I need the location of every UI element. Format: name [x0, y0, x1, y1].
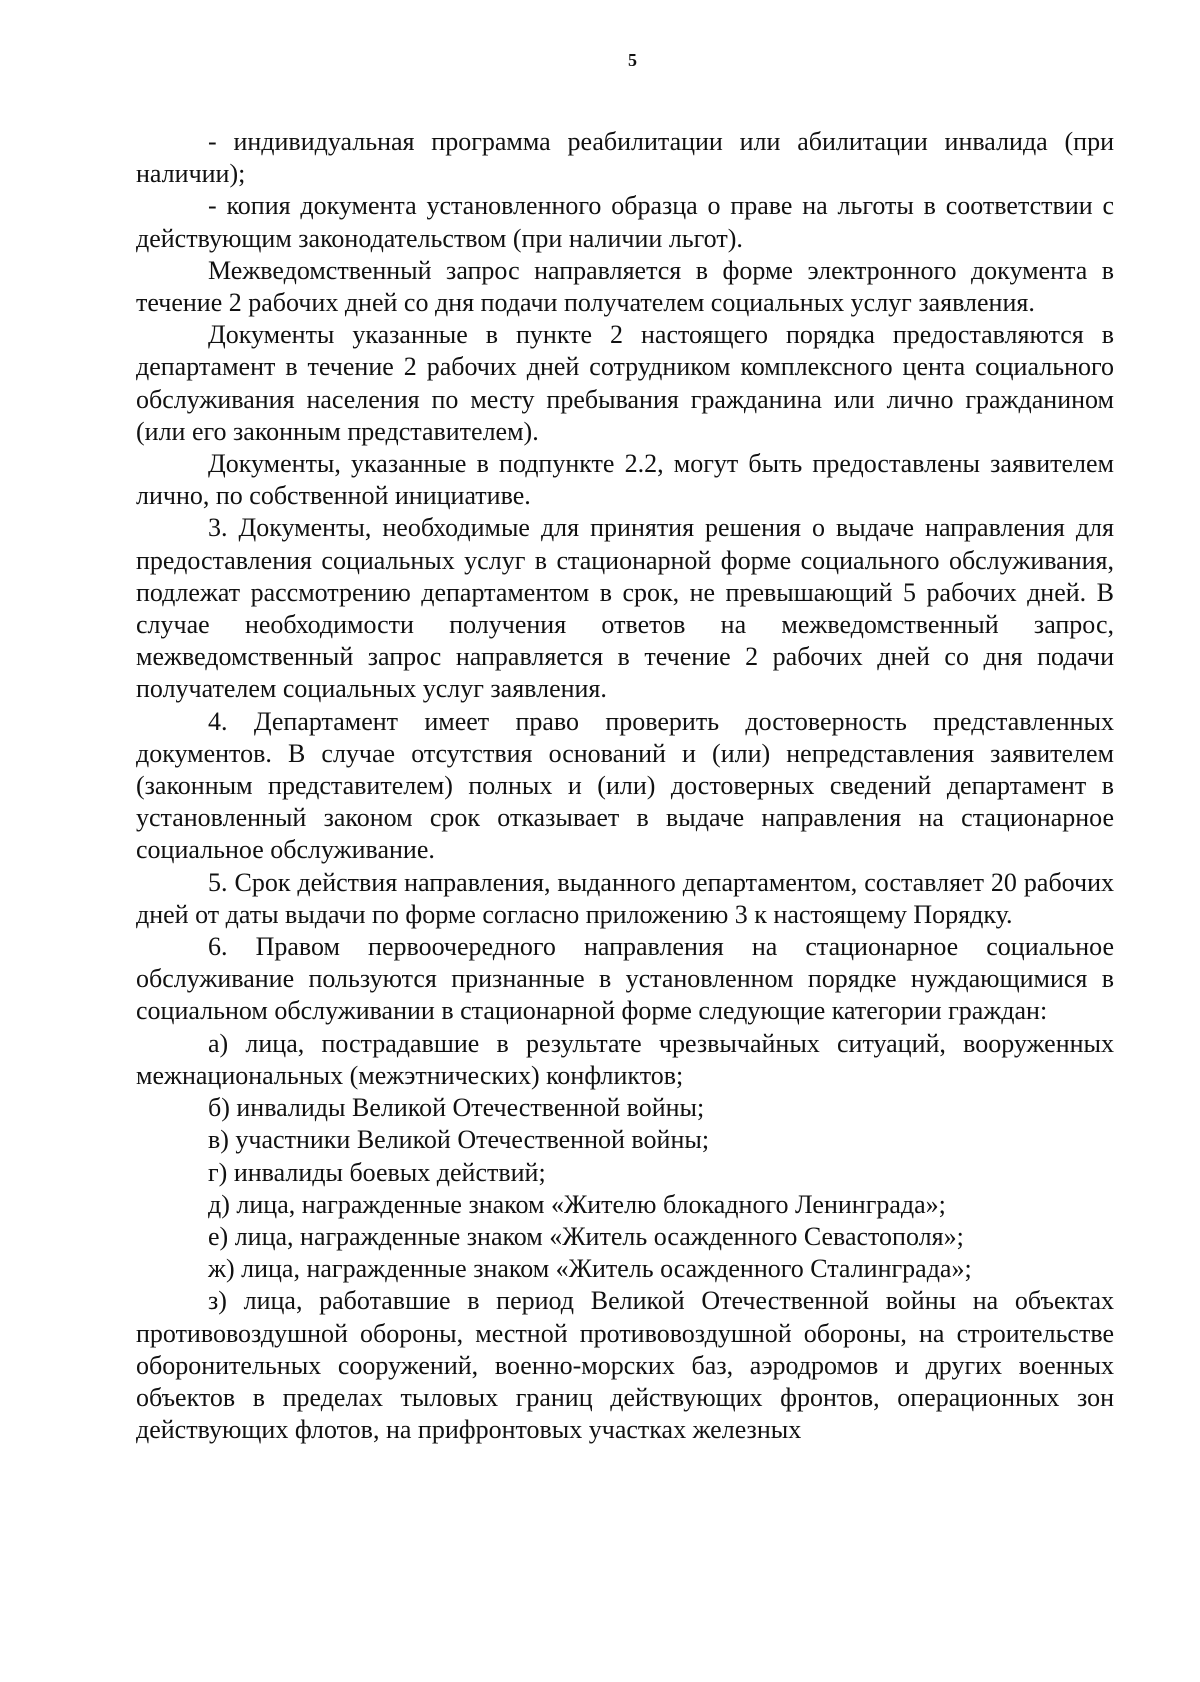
list-item-d: д) лица, награжденные знаком «Жителю блокадного Ленинграда»;	[208, 1189, 946, 1219]
paragraph-applicant-documents: Документы, указанные в подпункте 2.2, могут быть предоставлены заявителем лично, по собственной инициативе.	[136, 449, 1114, 511]
paragraph-item-6: 6. Правом первоочередного направления на стационарное социальное обслуживание пользуются признанные в установленном порядке нуждающимися в социальном обслуживании в стационарной форме следующие категории граждан:	[136, 932, 1114, 1026]
list-item-g: г) инвалиды боевых действий;	[208, 1157, 546, 1187]
paragraph-documents-submission: Документы указанные в пункте 2 настоящего порядка предоставляются в департамент в течение 2 рабочих дней сотрудником комплексного цента социального обслуживания населения по месту пребывания гражданина или лично гражданином (или его законным представителем).	[136, 320, 1114, 446]
list-item-zh: ж) лица, награжденные знаком «Житель осажденного Сталинграда»;	[208, 1254, 972, 1284]
list-item-z: з) лица, работавшие в период Великой Отечественной войны на объектах противовоздушной обороны, местной противовоздушной обороны, на строительстве оборонительных сооружений, военно-морских баз, аэродромов и других военных объектов в пределах тыловых границ действующих фронтов, операционных зон действующих флотов, на прифронтовых участках железных	[136, 1286, 1114, 1445]
list-item-v: в) участники Великой Отечественной войны;	[208, 1125, 710, 1155]
paragraph-item-4: 4. Департамент имеет право проверить достоверность представленных документов. В случае отсутствия оснований и (или) непредставления заявителем (законным представителем) полных и (или) достоверных сведений департамент в установленный законом срок отказывает в выдаче направления на стационарное социальное обслуживание.	[136, 706, 1114, 865]
paragraph-item-3: 3. Документы, необходимые для принятия решения о выдаче направления для предоставления социальных услуг в стационарной форме социального обслуживания, подлежат рассмотрению департаментом в срок, не превышающий 5 рабочих дней. В случае необходимости получения ответов на межведомственный запрос, межведомственный запрос направляется в течение 2 рабочих дней со дня подачи получателем социальных услуг заявления.	[136, 513, 1114, 704]
list-item-e: е) лица, награжденные знаком «Житель осажденного Севастополя»;	[208, 1221, 964, 1251]
paragraph-item-5: 5. Срок действия направления, выданного департаментом, составляет 20 рабочих дней от даты выдачи по форме согласно приложению 3 к настоящему Порядку.	[136, 867, 1114, 929]
paragraph-benefits-document: - копия документа установленного образца о праве на льготы в соответствии с действующим законодательством (при наличии льгот).	[136, 191, 1114, 253]
document-body	[136, 126, 1114, 1446]
list-item-a: а) лица, пострадавшие в результате чрезвычайных ситуаций, вооруженных межнациональных (межэтнических) конфликтов;	[136, 1028, 1114, 1090]
paragraph-rehab-program: - индивидуальная программа реабилитации или абилитации инвалида (при наличии);	[136, 127, 1114, 189]
page-number: 5	[628, 50, 637, 70]
list-item-b: б) инвалиды Великой Отечественной войны;	[208, 1093, 705, 1123]
paragraph-interagency-request: Межведомственный запрос направляется в форме электронного документа в течение 2 рабочих дней со дня подачи получателем социальных услуг заявления.	[136, 255, 1114, 318]
